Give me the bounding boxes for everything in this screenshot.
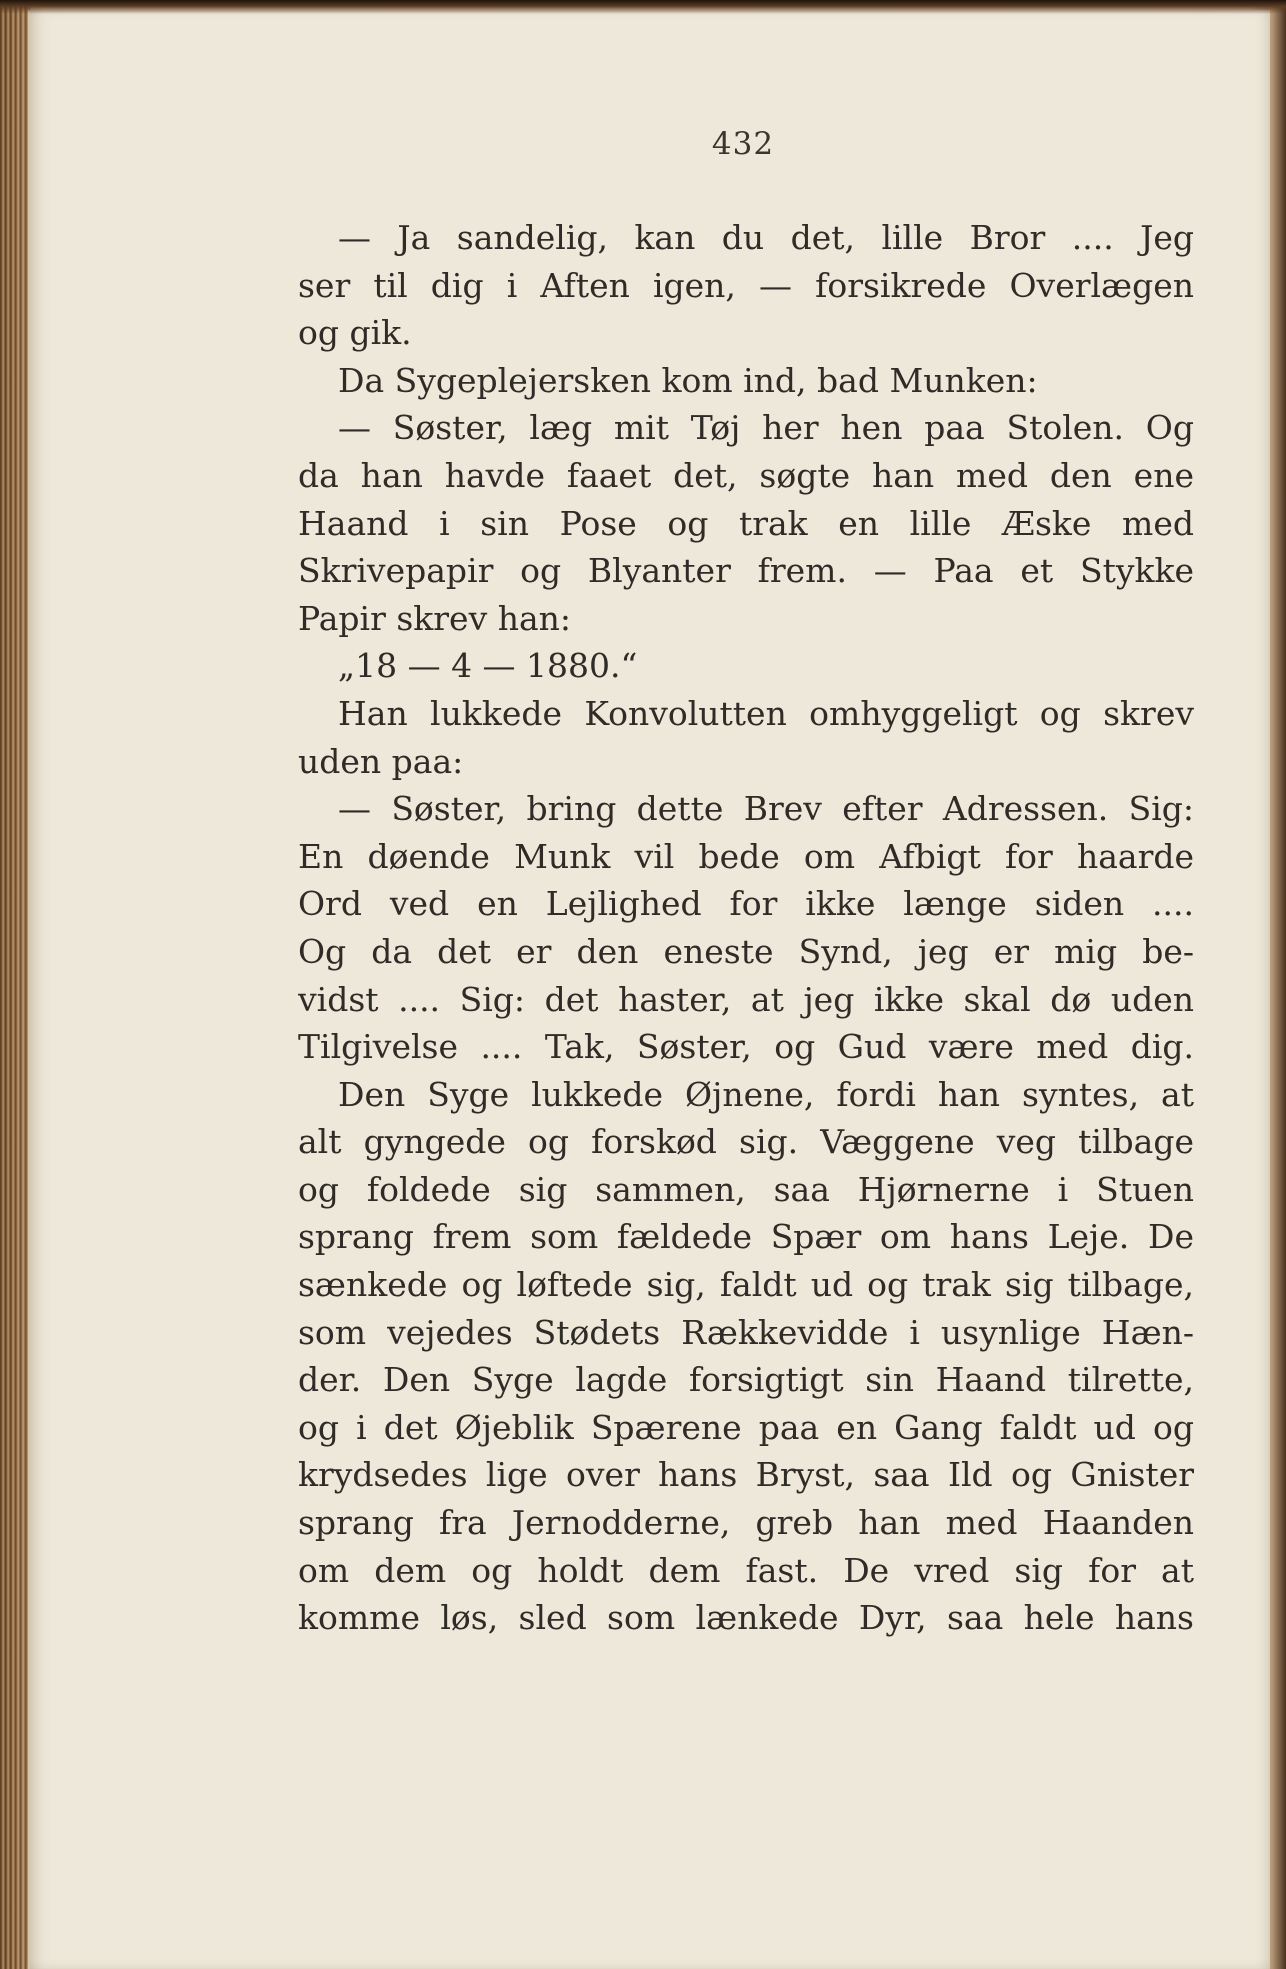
text-line: sænkede og løftede sig, faldt ud og trak sig tilbage, <box>298 1265 1194 1305</box>
text-line: Papir skrev han: <box>298 598 572 638</box>
text-line: „18 — 4 — 1880.“ <box>338 646 638 686</box>
text-line: vidst .... Sig: det haster, at jeg ikke skal dø uden <box>298 979 1194 1019</box>
text-line: og gik. <box>298 313 412 353</box>
page-number: 432 <box>711 126 775 162</box>
text-line: og foldede sig sammen, saa Hjørnerne i Stuen <box>298 1169 1194 1209</box>
text-line: da han havde faaet det, søgte han med den ene <box>298 455 1194 495</box>
text-line: Skrivepapir og Blyanter frem. — Paa et Stykke <box>298 551 1194 591</box>
text-line: sprang frem som fældede Spær om hans Leje. De <box>298 1217 1194 1257</box>
text-line: komme løs, sled som lænkede Dyr, saa hele hans <box>298 1598 1194 1638</box>
page-top-edge <box>0 0 1286 14</box>
text-line: Da Sygeplejersken kom ind, bad Munken: <box>338 360 1038 400</box>
book-gutter <box>0 0 30 1969</box>
text-line: sprang fra Jernodderne, greb han med Haanden <box>298 1503 1194 1543</box>
text-line: — Søster, bring dette Brev efter Adressen. Sig: <box>338 789 1194 829</box>
text-line: krydsedes lige over hans Bryst, saa Ild og Gnister <box>298 1455 1194 1495</box>
text-line: Han lukkede Konvolutten omhyggeligt og skrev <box>338 693 1194 733</box>
text-line: Og da det er den eneste Synd, jeg er mig be- <box>298 931 1194 971</box>
text-line: Den Syge lukkede Øjnene, fordi han syntes, at <box>338 1074 1194 1114</box>
text-line: ser til dig i Aften igen, — forsikrede Overlægen <box>298 265 1194 305</box>
text-line: Haand i sin Pose og trak en lille Æske med <box>298 503 1194 543</box>
text-line: om dem og holdt dem fast. De vred sig for at <box>298 1550 1194 1590</box>
text-line: Ord ved en Lejlighed for ikke længe siden .... <box>298 884 1194 924</box>
text-line: der. Den Syge lagde forsigtigt sin Haand tilrette, <box>298 1360 1194 1400</box>
text-line: som vejedes Stødets Rækkevidde i usynlige Hæn- <box>298 1312 1194 1352</box>
text-line: En døende Munk vil bede om Afbigt for haarde <box>298 836 1194 876</box>
text-line: — Ja sandelig, kan du det, lille Bror .... Jeg <box>338 218 1194 257</box>
text-line: alt gyngede og forskød sig. Væggene veg tilbage <box>298 1122 1194 1162</box>
text-line: Tilgivelse .... Tak, Søster, og Gud være med dig. <box>298 1027 1194 1067</box>
text-line: — Søster, læg mit Tøj her hen paa Stolen. Og <box>338 408 1194 448</box>
body-text <box>298 214 1194 1642</box>
text-line: og i det Øjeblik Spærene paa en Gang faldt ud og <box>298 1407 1194 1447</box>
text-line: uden paa: <box>298 741 464 781</box>
